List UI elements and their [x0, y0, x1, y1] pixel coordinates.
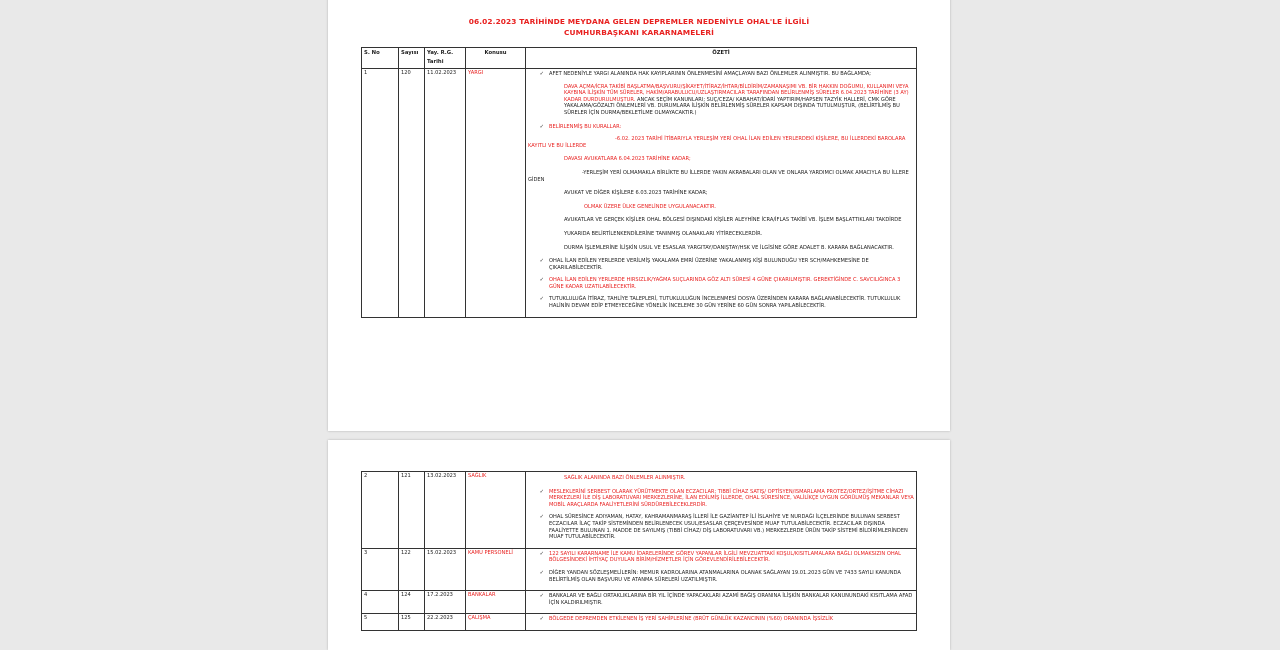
checkmark-icon: ✓	[539, 71, 544, 77]
header-tarih: Yay. R.G. Tarihi	[425, 48, 466, 69]
summary-paragraph: DAVASI AVUKATLARA 6.04.2023 TARİHİNE KADAR;	[564, 156, 691, 163]
summary-paragraph: YUKARIDA BELİRTİLENKENDİLERİNE TANINMIŞ OLANAKLARI YİTİRECEKLERDİR.	[564, 230, 763, 237]
checkmark-icon: ✓	[539, 616, 544, 623]
summary-item-text: OHAL İLAN EDİLEN YERLERDE VERİLMİŞ YAKALAMA EMRİ ÜZERİNE YAKALANMIŞ KİŞİ BULUNDUĞU YER SCH/MAHKEMESİNE DE ÇIKARILABİLECEKTİR.	[549, 258, 869, 271]
cell-ozet	[526, 591, 917, 614]
summary-item-text: TUTUKLULUĞA İTİRAZ, TAHLİYE TALEPLERİ, TUTUKLULUĞUN İNCELENMESİ DOSYA ÜZERİNDEN KARARA BAĞLANABİLECEKTİR. TUTUKLULUK HALİNİN DEVAM EDİP ETMEYECEĞİNE YÖNELİK İNCELEME 30 GÜN YERİNE 60 GÜN SONRA YAPILABİLECEKTİR.	[549, 296, 901, 310]
cell-ozet	[526, 548, 917, 590]
summary-item-text: OHAL İLAN EDİLEN YERLERDE HIRSIZLIK/YAĞMA SUÇLARINDA GÖZ ALTI SÜRESİ 4 GÜNE ÇIKARILMIŞTIR. GEREKTİĞİNDE C. SAVCILIĞINCA 3 GÜNE KADAR UZATILABİLECEKTİR.	[549, 277, 901, 290]
decree-table	[361, 47, 917, 318]
cell-no: 5	[362, 614, 399, 631]
summary-paragraph: SAĞLIK ALANINDA BAZI ÖNLEMLER ALINMIŞTIR.	[564, 475, 686, 481]
summary-item-text: BÖLGEDE DEPREMDEN ETKİLENEN İŞ YERİ SAHİPLERİNE (BRÜT GÜNLÜK KAZANCININ (%60) ORANINDA İŞSİZLİK	[549, 616, 834, 623]
cell-sayi: 120	[399, 69, 425, 318]
summary-item	[528, 593, 914, 606]
summary-paragraph: -6.02. 2023 TARİHİ İTİBARIYLA YERLEŞİM YERİ OHAL İLAN EDİLEN YERLERDEKİ KİŞİLERE, BU İLLERDEKİ BAROLARA KAYITLI VE BU İLLERDE	[528, 136, 906, 149]
cell-no: 3	[362, 548, 399, 590]
checkmark-icon: ✓	[539, 514, 544, 521]
decree-table-continued	[361, 471, 917, 631]
cell-ozet	[526, 69, 917, 318]
summary-item	[528, 124, 914, 131]
cell-konu: BANKALAR	[466, 591, 526, 614]
title-line-1: 06.02.2023 TARİHİNDE MEYDANA GELEN DEPREMLER NEDENİYLE OHAL'LE İLGİLİ	[468, 17, 810, 26]
cell-konu: KAMU PERSONELİ	[466, 548, 526, 590]
summary-paragraph	[528, 84, 914, 117]
document-page-2	[328, 440, 950, 650]
table-row	[362, 548, 917, 590]
summary-item-text: BANKALAR VE BAĞLI ORTAKLIKLARINA BİR YIL İÇİNDE YAPACAKLARI AZAMİ BAĞIŞ ORANINA İLİŞKİN BANKALAR KANUNUNDAKİ KISITLAMA AFAD İÇİN KALDIRILMIŞTIR.	[549, 593, 913, 606]
table-row	[362, 472, 917, 549]
header-sayi: Sayısı	[399, 48, 425, 69]
summary-red-text: DAVA AÇMA/İCRA TAKİBİ BAŞLATMA/BAŞVURU/ŞİKAYET/İTİRAZ/İHTAR/BİLDİRİM/ZAMANAŞIMI VB. BİR HAKKIN DOĞUMU, KULLANIMI VEYA KAYBINA İLİŞKİN TÜM SÜRELER, HAKİM/ARABULUCU/UZLAŞTIRMACILAR TARAFINDAN BELİRLENMİŞ SÜRELER 6.04.2023 TARİHİNE (3 AY) KADAR DURDURULMUŞTUR.	[564, 83, 909, 103]
summary-item	[528, 258, 914, 271]
cell-konu: SAĞLIK	[466, 472, 526, 549]
summary-item-text: AFET NEDENİYLE YARGI ALANINDA HAK KAYIPLARININ ÖNLENMESİNİ AMAÇLAYAN BAZI ÖNLEMLER ALINMIŞTIR. BU BAĞLAMDA;	[549, 71, 872, 77]
summary-item	[528, 570, 914, 583]
cell-konu: ÇALIŞMA	[466, 614, 526, 631]
summary-item	[528, 489, 914, 509]
table-row	[362, 614, 917, 631]
cell-ozet	[526, 614, 917, 631]
summary-item	[528, 277, 914, 290]
summary-item-text: 122 SAYILI KARARNAME İLE KAMU İDARELERİNDE GÖREV YAPANLAR İLGİLİ MEVZUATTAKİ KOŞUL/KISITLAMALARA BAĞLI OLMAKSIZIN OHAL BÖLGESİNDEKİ İHTİYAÇ DUYULAN BİRİM/HİZMETLER İÇİN GÖREVLENDİRİLEBİLECEKTİR.	[549, 550, 901, 564]
cell-tarih: 17.2.2023	[425, 591, 466, 614]
summary-paragraph: AVUKAT VE DİĞER KİŞİLERE 6.03.2023 TARİHİNE KADAR;	[564, 190, 708, 197]
checkmark-icon: ✓	[539, 593, 544, 600]
summary-item	[528, 551, 914, 564]
cell-tarih: 13.02.2023	[425, 472, 466, 549]
cell-sayi: 125	[399, 614, 425, 631]
summary-item-text: OHAL SÜRESİNCE ADIYAMAN, HATAY, KAHRAMANMARAŞ İLLERİ İLE GAZİANTEP İLİ İSLAHİYE VE NURDAĞI İLÇELERİNDE BULUNAN SERBEST ECZACILAR İLAÇ TAKİP SİSTEMİNDEN BELİRLENECEK USUL/ESASLAR ÇERÇEVESİNDE MUAF TUTULABİLECEKTİR. ECZACILAR DIŞINDA FAALİYETTE BULUNAN 1. MADDE DE SAYILMIŞ (TIBBİ CİHAZ/ DİŞ LABORATUVARI VB.) MERKEZLERDE ÜRÜN TAKİP SİSTEMİ BİLDİRİMLERİNDEN MUAF TUTULABİLECEKTİR.	[549, 514, 908, 541]
checkmark-icon: ✓	[539, 488, 544, 495]
cell-no: 1	[362, 69, 399, 318]
summary-item	[528, 71, 914, 78]
header-konu: Konusu	[466, 48, 526, 69]
checkmark-icon: ✓	[539, 123, 544, 130]
cell-konu: YARGI	[466, 69, 526, 318]
checkmark-icon: ✓	[539, 550, 544, 557]
summary-item	[528, 514, 914, 540]
cell-tarih: 22.2.2023	[425, 614, 466, 631]
table-row	[362, 591, 917, 614]
cell-sayi: 121	[399, 472, 425, 549]
cell-no: 2	[362, 472, 399, 549]
table-row	[362, 69, 917, 318]
checkmark-icon: ✓	[539, 569, 544, 576]
cell-sayi: 124	[399, 591, 425, 614]
summary-black-text: ANCAK SEÇİM KANUNLARI; SUÇ/CEZA/ KABAHAT/İDARİ YAPTIRIM/HAPSEN TAZYİK HALLERİ, CMK GÖRE YAKALAMA/GÖZALTI ÖNLEMLERİ VB. DURUMLARA İLİŞKİN BELİRLENMİŞ SÜRELER KAPSAM DIŞINDA TUTULMUŞTUR, (BELİRTİLMİŞ BU SÜRELER İÇİN DURMA/BEKLETİLME OLMAYACAKTIR.)	[564, 96, 900, 116]
checkmark-icon: ✓	[539, 296, 544, 303]
header-no: S. No	[362, 48, 399, 69]
summary-item-text: MESLEKLERİNİ SERBEST OLARAK YÜRÜTMEKTE OLAN ECZACILAR; TIBBİ CİHAZ SATIŞ/ OPTİSYEN/ISMARLAMA PROTEZ/ORTEZ/İŞİTME CİHAZI MERKEZLERİ İLE DİŞ LABORATUVARI MERKEZLERİNE, İLAN EDİLMİŞ İLLERDE, OHAL SÜRESİNCE, VALİLİKÇE UYGUN GÖRÜLMÜŞ MEKANLAR VEYA MOBİL ARAÇLARDA FAALİYETLERİNİ SÜRDÜREBİLECEKLERDİR.	[549, 488, 914, 508]
cell-tarih: 11.02.2023	[425, 69, 466, 318]
table-header-row	[362, 48, 917, 69]
title-line-2: CUMHURBAŞKANI KARARNAMELERİ	[563, 28, 715, 37]
summary-item	[528, 616, 914, 623]
summary-item-text: DİĞER YANDAN SÖZLEŞMELİLERİN: MEMUR KADROLARINA ATANMALARINA OLANAK SAĞLAYAN 19.01.2023 GÜN VE 7433 SAYILI KANUNDA BELİRTİLMİŞ OLAN BAŞVURU VE ATANMA SÜRELERİ UZATILMIŞTIR.	[549, 569, 901, 583]
checkmark-icon: ✓	[539, 258, 544, 265]
document-title	[328, 16, 950, 38]
cell-ozet	[526, 472, 917, 549]
document-page-1	[328, 0, 950, 431]
summary-paragraph: OLMAK ÜZERE ÜLKE GENELİNDE UYGULANACAKTIR.	[584, 203, 716, 210]
summary-item-text: BELİRLENMİŞ BU KURALLAR:	[549, 123, 622, 130]
header-ozet: ÖZETİ	[526, 48, 917, 69]
summary-paragraph: -YERLEŞİM YERİ OLMAMAKLA BİRLİKTE BU İLLERDE YAKIN AKRABALARI OLAN VE ONLARA YARDIMCI OLMAK AMACIYLA BU İLLERE GİDEN	[528, 169, 909, 183]
cell-no: 4	[362, 591, 399, 614]
summary-item	[528, 296, 914, 309]
summary-paragraph: DURMA İŞLEMLERİNE İLİŞKİN USUL VE ESASLAR YARGITAY/DANIŞTAY/HSK VE İLGİSİNE GÖRE ADALET B. KARARA BAĞLANACAKTIR.	[564, 244, 894, 251]
cell-tarih: 15.02.2023	[425, 548, 466, 590]
cell-sayi: 122	[399, 548, 425, 590]
checkmark-icon: ✓	[539, 277, 544, 284]
summary-paragraph: AVUKATLAR VE GERÇEK KİŞİLER OHAL BÖLGESİ DIŞINDAKİ KİŞİLER ALEYHİNE İCRA/İFLAS TAKİBİ VB. İŞLEM BAŞLATTIKLARI TAKDİRDE	[564, 217, 902, 224]
